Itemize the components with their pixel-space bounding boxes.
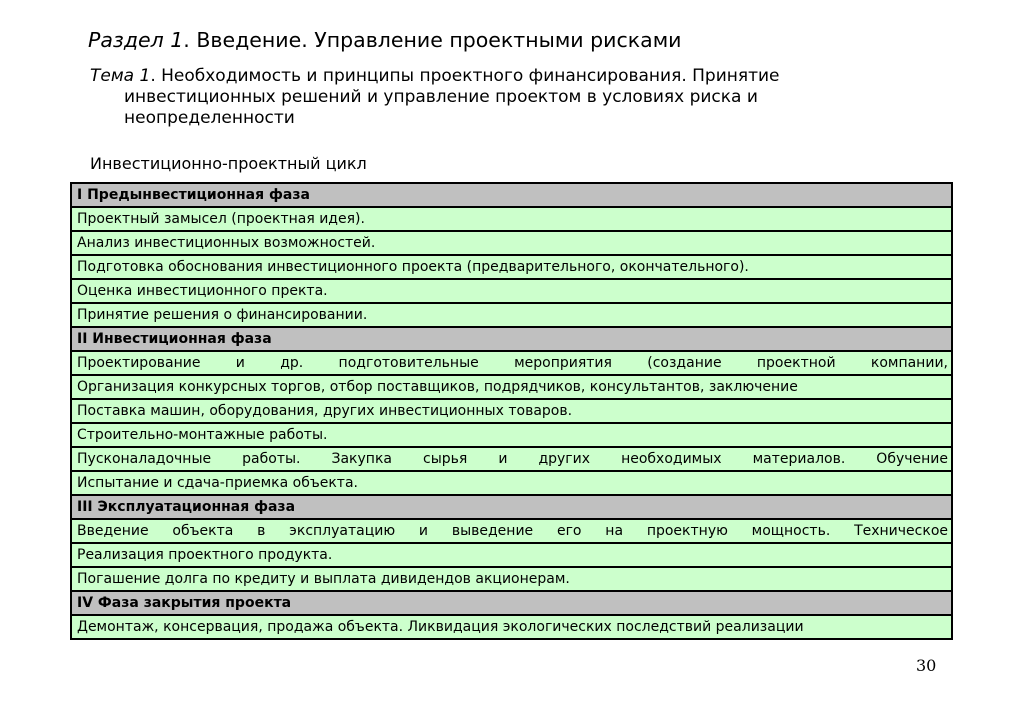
table-row: Принятие решения о финансировании.	[72, 304, 951, 326]
topic-line-1	[90, 66, 920, 87]
table-row: Поставка машин, оборудования, других инвестиционных товаров.	[72, 400, 951, 422]
table-row: Демонтаж, консервация, продажа объекта. Ликвидация экологических последствий реализации	[72, 616, 951, 638]
section-heading	[88, 28, 681, 52]
table-row: Оценка инвестиционного пректа.	[72, 280, 951, 302]
topic-line-2: инвестиционных решений и управление проектом в условиях риска и	[124, 87, 758, 107]
topic-block	[90, 66, 920, 129]
topic-line-3: неопределенности	[124, 108, 295, 128]
phase-header-row: III Эксплуатационная фаза	[72, 496, 951, 518]
phase-header-row: IV Фаза закрытия проекта	[72, 592, 951, 614]
table-row: Введение объекта в эксплуатацию и выведение его на проектную мощность. Техническое	[72, 520, 951, 542]
table-caption: Инвестиционно-проектный цикл	[90, 154, 367, 173]
phase-header-row: I Предынвестиционная фаза	[72, 184, 951, 206]
table-row: Реализация проектного продукта.	[72, 544, 951, 566]
table-row: Анализ инвестиционных возможностей.	[72, 232, 951, 254]
table-row: Проектирование и др. подготовительные мероприятия (создание проектной компании,	[72, 352, 951, 374]
table-row: Подготовка обоснования инвестиционного проекта (предварительного, окончательного).	[72, 256, 951, 278]
table-row: Проектный замысел (проектная идея).	[72, 208, 951, 230]
section-title: . Введение. Управление проектными рисками	[183, 28, 682, 52]
project-cycle-table	[70, 182, 953, 640]
phase-header-row: II Инвестиционная фаза	[72, 328, 951, 350]
table-row: Пусконаладочные работы. Закупка сырья и других необходимых материалов. Обучение	[72, 448, 951, 470]
topic-title-start: . Необходимость и принципы проектного финансирования. Принятие	[150, 66, 780, 86]
page-number: 30	[916, 656, 937, 675]
table-row: Испытание и сдача-приемка объекта.	[72, 472, 951, 494]
table-row: Погашение долга по кредиту и выплата дивидендов акционерам.	[72, 568, 951, 590]
topic-label: Тема 1	[90, 66, 151, 86]
section-label: Раздел 1	[88, 28, 184, 52]
table-row: Организация конкурсных торгов, отбор поставщиков, подрядчиков, консультантов, заключение	[72, 376, 951, 398]
table-row: Строительно-монтажные работы.	[72, 424, 951, 446]
